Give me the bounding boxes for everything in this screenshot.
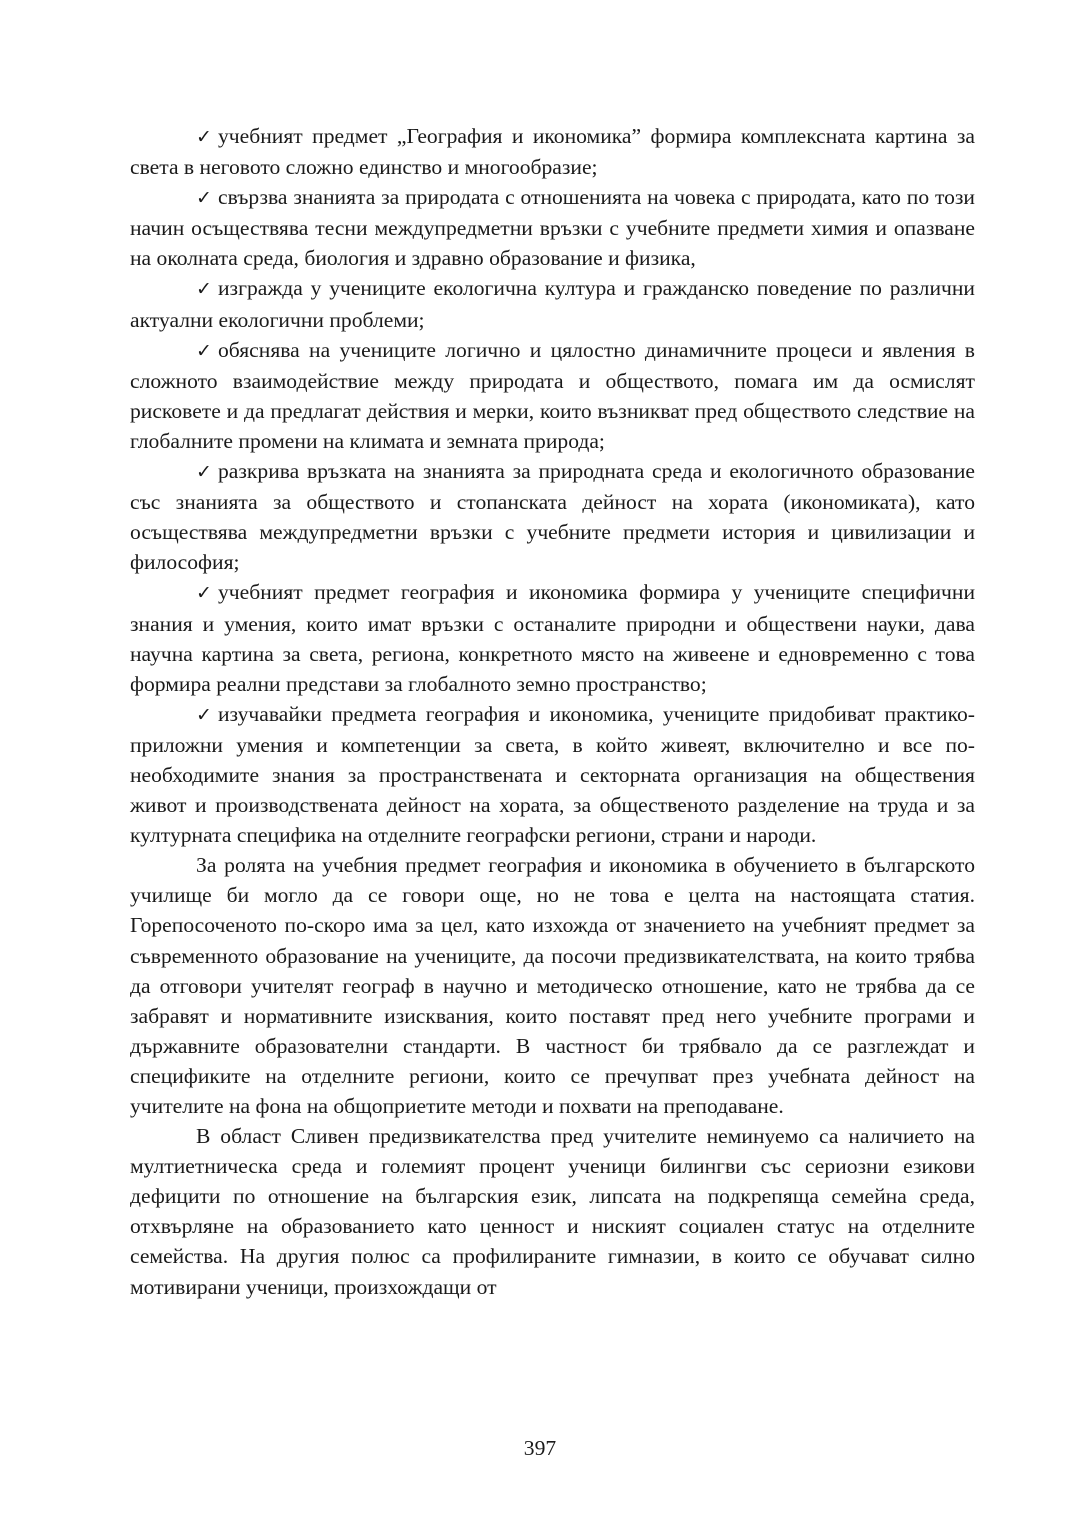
body-paragraph: В област Сливен предизвикателства пред учителите неминуемо са наличието на мултиетническа среда и големият процент ученици билингви със сериозни езикови дефицити по отношение на българския език, липсата на подкрепяща семейна среда, отхвърляне на образованието като ценност и ниският социален статус на отделните семейства. На другия полюс са профилираните гимназии, в които се обучават силно мотивирани ученици, произхождащи от: [130, 1124, 975, 1299]
bullet-text: разкрива връзката на знанията за природната среда и екологичното образование със знанията за обществото и стопанската дейност на хората (икономиката), като осъществява междупредметни връзки с учебните предмети история и цивилизации и философия;: [130, 459, 975, 575]
checkmark-icon: ✓: [196, 187, 212, 210]
body-paragraph: За ролята на учебния предмет география и икономика в обучението в българското училище би могло да се говори още, но не това е целта на настоящата статия. Горепосоченото по-скоро има за цел, като изхожда от значението на учебният предмет за съвременното образование на учениците, да посочи предизвикателствата, на които трябва да отговори учителят географ в научно и методическо отношение, като не трябва да се забравят и нормативните изисквания, които поставят пред него учебните програми и държавните образователни стандарти. В частност би трябвало да се разглеждат и спецификите на отделните региони, които се пречупват през учебната дейност на учителите на фона на общоприетите методи и похвати на преподаване.: [130, 853, 975, 1118]
bullet-text: обяснява на учениците логично и цялостно динамичните процеси и явления в сложното взаимодействие между природата и обществото, помага им да осмислят рисковете и да предлагат действия и мерки, които възникват пред обществото следствие на глобалните промени на климата и земната природа;: [130, 337, 975, 453]
checkmark-icon: ✓: [196, 703, 212, 726]
bullet-item: [130, 182, 975, 273]
checkmark-icon: ✓: [196, 339, 212, 362]
bullet-item: [130, 335, 975, 456]
checkmark-icon: ✓: [196, 126, 212, 148]
checkmark-icon: ✓: [196, 461, 212, 484]
bullet-item: [130, 699, 975, 850]
bullet-text: свързва знанията за природата с отношенията на човека с природата, като по този начин осъществява тесни междупредметни връзки с учебните предмети химия и опазване на околната среда, биология и здравно образование и физика,: [130, 185, 975, 271]
bullet-item: [130, 121, 975, 182]
bullet-item: [130, 456, 975, 577]
bullet-text: изгражда у учениците екологична култура и гражданско поведение по различни актуални екологични проблеми;: [130, 276, 975, 332]
body-text: [130, 121, 975, 1302]
bullet-item: [130, 273, 975, 334]
bullet-text: учебният предмет „География и икономика” формира комплексната картина за света в неговото сложно единство и многообразие;: [130, 124, 975, 180]
bullet-text: изучавайки предмета география и икономика, учениците придобиват практико-приложни умения и компетенции за света, в който живеят, включително и все по-необходимите знания за пространствената и секторната организация на обществения живот и производствената дейност на хората, за общественото разделение на труда и за културната специфика на отделните географски региони, страни и народи.: [130, 701, 975, 848]
bullet-item: [130, 577, 975, 698]
bullet-text: учебният предмет география и икономика формира у учениците специфични знания и умения, които имат връзки с останалите природни и обществени науки, дава научна картина за света, региона, конкретното място на живеене и едновременно с това формира реални представи за глобалното земно пространство;: [130, 580, 975, 696]
page-number: 397: [523, 1436, 557, 1460]
checkmark-icon: ✓: [196, 278, 212, 301]
checkmark-icon: ✓: [196, 582, 212, 605]
